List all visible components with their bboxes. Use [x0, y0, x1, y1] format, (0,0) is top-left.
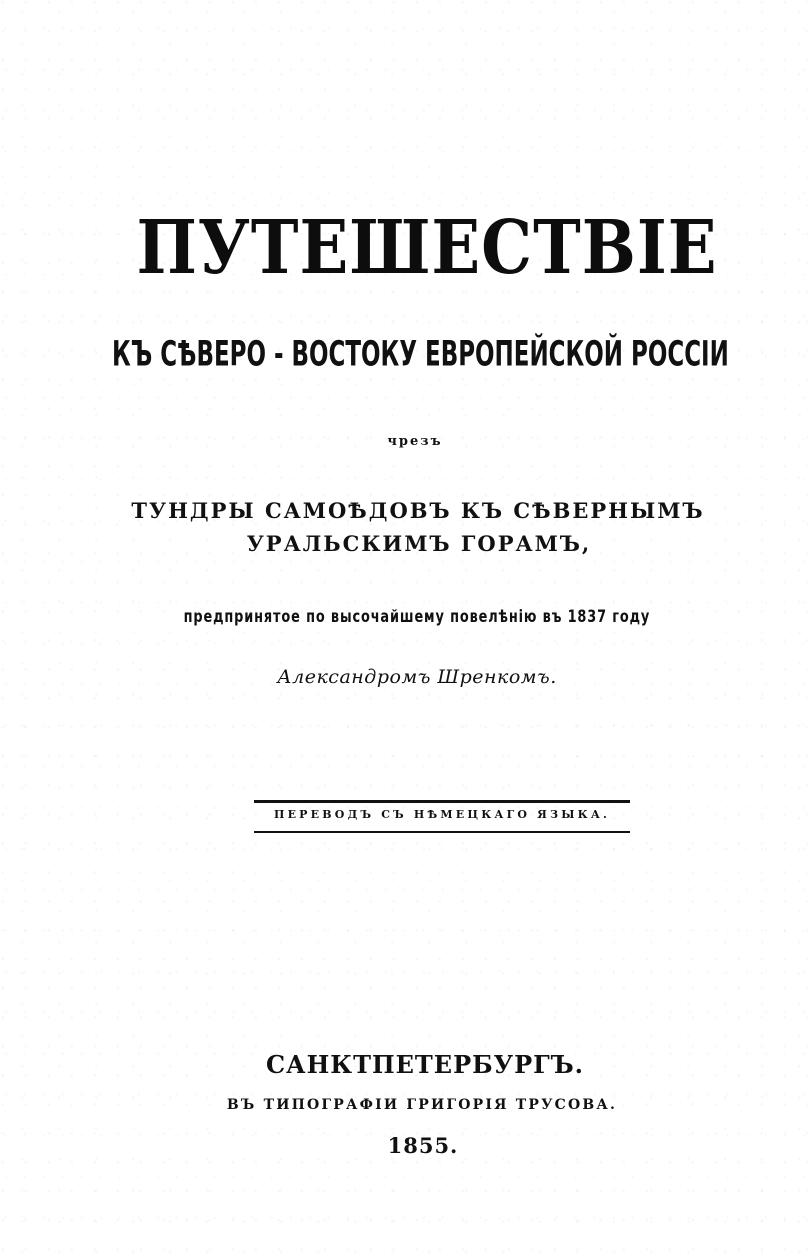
- printer-line: ВЪ ТИПОГРАФІИ ГРИГОРІЯ ТРУСОВА.: [226, 1097, 618, 1113]
- translation-note-block: [254, 800, 630, 834]
- expedition-note: предпринятое по высочайшему повелѣнію въ 1837 году: [183, 606, 651, 627]
- book-title: ПУТЕШЕСТВІЕ: [136, 205, 718, 292]
- book-subtitle: КЪ СѢВЕРО - ВОСТОКУ ЕВРОПЕЙСКОЙ РОССІИ: [111, 333, 729, 375]
- author-line: Александромъ Шренкомъ.: [277, 666, 557, 688]
- translation-note: ПЕРЕВОДЪ СЪ НѢМЕЦКАГО ЯЗЫКА.: [273, 808, 611, 821]
- bottom-rule-divider: [254, 831, 630, 833]
- route-line-2: УРАЛЬСКИМЪ ГОРАМЪ,: [246, 531, 592, 556]
- publication-city: САНКТПЕТЕРБУРГЪ.: [265, 1050, 585, 1079]
- route-line-1: ТУНДРЫ САМОѢДОВЪ КЪ СѢВЕРНЫМЪ: [131, 498, 705, 523]
- top-rule-divider: [254, 800, 630, 803]
- via-word: чрезъ: [387, 434, 443, 449]
- publication-year: 1855.: [387, 1133, 459, 1158]
